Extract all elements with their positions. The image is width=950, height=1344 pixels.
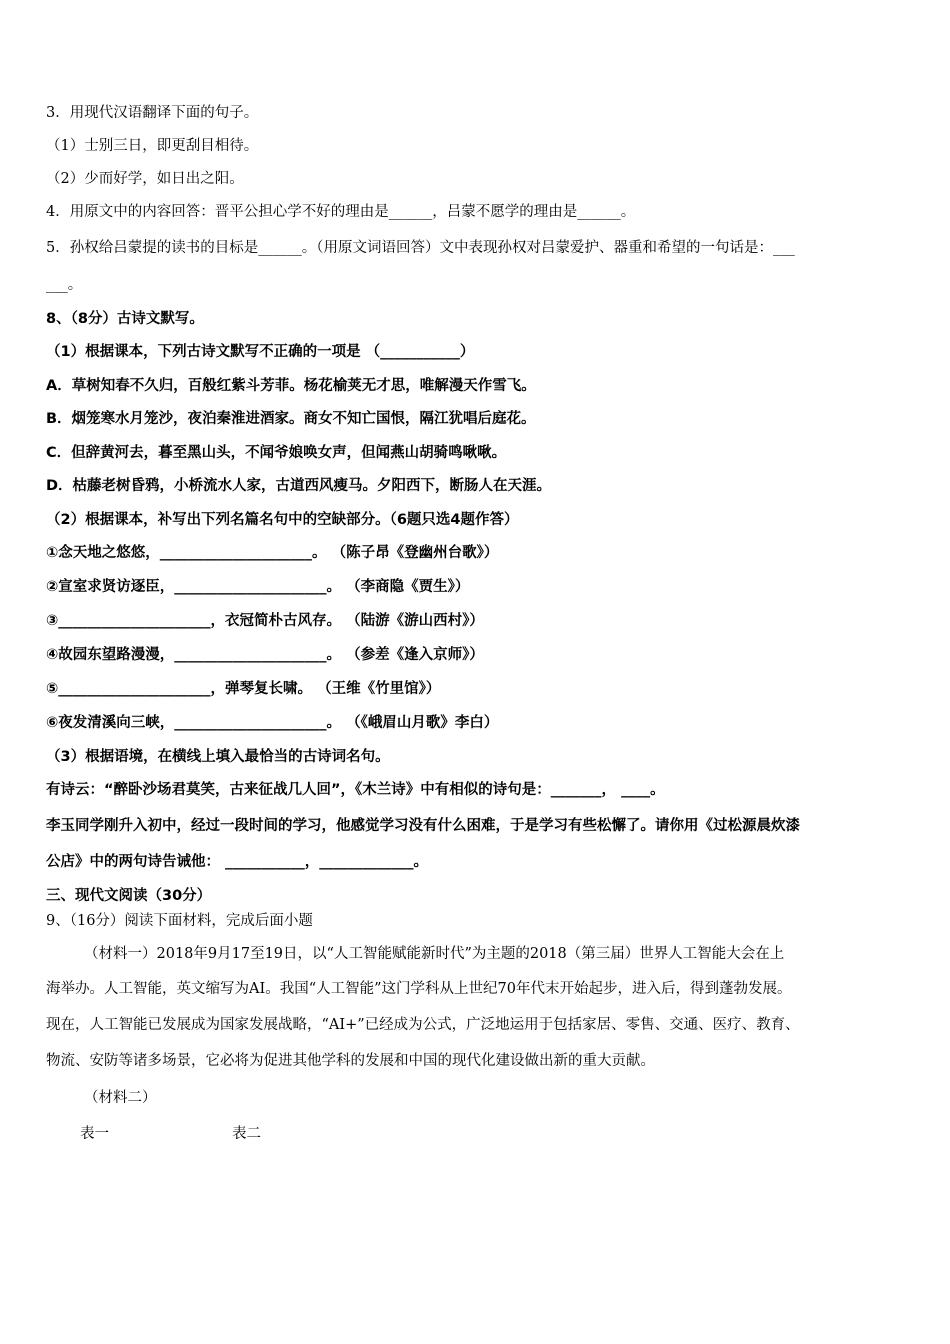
option-a: A．草树知春不久归，百般红紫斗芳菲。杨花榆荚无才思，唯解漫天作雪飞。 bbox=[46, 378, 536, 394]
question-5-prompt-line-2: ___。 bbox=[46, 277, 83, 293]
question-3-prompt: 3．用现代汉语翻译下面的句子。 bbox=[46, 105, 259, 121]
table-1-label: 表一 bbox=[80, 1126, 109, 1142]
material-1-line-4: 物流、安防等诸多场景，它必将为促进其他学科的发展和中国的现代化建设做出新的重大贡献。 bbox=[46, 1053, 655, 1069]
fill-blank-3: ③_____________________，衣冠简朴古风存。 （陆游《游山西村》） bbox=[46, 613, 484, 629]
fill-blank-1: ①念天地之悠悠，_____________________。 （陈子昂《登幽州台歌》） bbox=[46, 545, 499, 561]
question-8-part-3: （3）根据语境，在横线上填入最恰当的古诗词名句。 bbox=[46, 749, 390, 765]
material-1-line-2: 海举办。人工智能，英文缩写为AI。我国“人工智能”这门学科从上世纪70年代末开始起步，进入后，得到蓬勃发展。 bbox=[46, 981, 792, 997]
fill-blank-5: ⑤_____________________，弹琴复长啸。 （王维《竹里馆》） bbox=[46, 681, 441, 697]
fill-blank-6: ⑥夜发清溪向三峡，_____________________。 （《峨眉山月歌》李白） bbox=[46, 715, 499, 731]
context-question-2-line-1: 李玉同学刚升入初中，经过一段时间的学习，他感觉学习没有什么困难，于是学习有些松懈了。请你用《过松源晨炊漆 bbox=[46, 818, 800, 834]
question-3-sentence-1: （1）士别三日，即更刮目相待。 bbox=[46, 138, 259, 154]
material-1-line-3: 现在，人工智能已发展成为国家发展战略，“AI+”已经成为公式，广泛地运用于包括家居、零售、交通、医疗、教育、 bbox=[46, 1017, 800, 1033]
question-8-title: 8、（8分）古诗文默写。 bbox=[46, 311, 204, 327]
fill-blank-4: ④故园东望路漫漫，_____________________。 （参差《逢入京师》） bbox=[46, 647, 484, 663]
context-question-1: 有诗云：“醉卧沙场君莫笑，古来征战几人回”，《木兰诗》中有相似的诗句是：_______， ____。 bbox=[46, 782, 665, 798]
material-1-line-1: （材料一）2018年9月17至19日，以“人工智能赋能新时代”为主题的2018（第三届）世界人工智能大会在上 bbox=[84, 946, 785, 962]
question-8-part-2: （2）根据课本，补写出下列名篇名句中的空缺部分。（6题只选4题作答） bbox=[46, 512, 519, 528]
section-3-title: 三、现代文阅读（30分） bbox=[46, 888, 212, 904]
table-2-label: 表二 bbox=[232, 1126, 261, 1142]
option-d: D．枯藤老树昏鸦，小桥流水人家，古道西风瘦马。夕阳西下，断肠人在天涯。 bbox=[46, 478, 552, 494]
question-3-sentence-2: （2）少而好学，如日出之阳。 bbox=[46, 171, 244, 187]
fill-blank-2: ②宣室求贤访逐臣，_____________________。 （李商隐《贾生》） bbox=[46, 579, 470, 595]
option-b: B．烟笼寒水月笼沙，夜泊秦淮进酒家。商女不知亡国恨，隔江犹唱后庭花。 bbox=[46, 411, 536, 427]
question-5-prompt-line-1: 5．孙权给吕蒙提的读书的目标是______。（用原文词语回答）文中表现孙权对吕蒙爱护、器重和希望的一句话是：___ bbox=[46, 240, 795, 256]
question-4-prompt: 4．用原文中的内容回答：晋平公担心学不好的理由是______，吕蒙不愿学的理由是______。 bbox=[46, 204, 636, 220]
question-9-title: 9、（16分）阅读下面材料，完成后面小题 bbox=[46, 913, 313, 929]
material-2-label: （材料二） bbox=[84, 1090, 157, 1106]
context-question-2-line-2: 公店》中的两句诗告诫他： ___________，_____________。 bbox=[46, 854, 429, 870]
option-c: C．但辞黄河去，暮至黑山头，不闻爷娘唤女声，但闻燕山胡骑鸣啾啾。 bbox=[46, 445, 507, 461]
question-8-part-1: （1）根据课本，下列古诗文默写不正确的一项是 （___________） bbox=[46, 344, 475, 360]
